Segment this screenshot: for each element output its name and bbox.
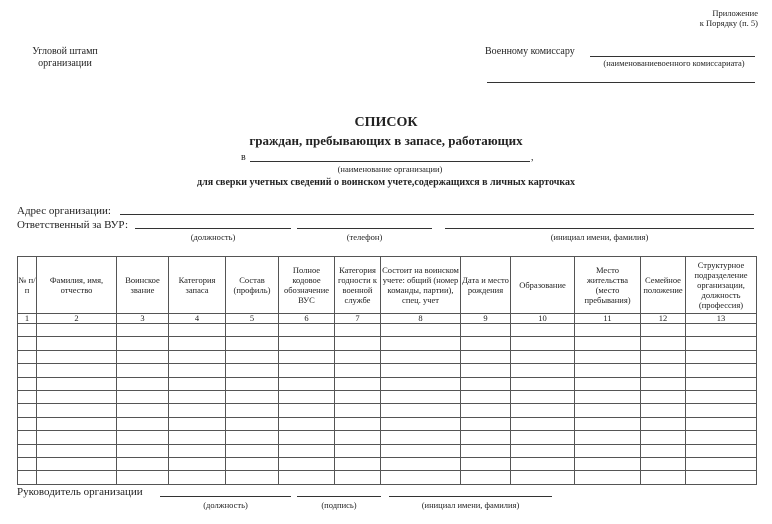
table-cell[interactable] xyxy=(461,337,511,350)
corner-stamp xyxy=(20,46,110,70)
table-cell[interactable] xyxy=(226,350,279,363)
table-cell[interactable] xyxy=(381,350,461,363)
table-cell[interactable] xyxy=(575,404,641,417)
column-header: Категория запаса xyxy=(169,257,226,314)
table-cell[interactable] xyxy=(226,337,279,350)
table-cell[interactable] xyxy=(18,377,37,390)
table-cell[interactable] xyxy=(381,390,461,403)
table-cell[interactable] xyxy=(226,431,279,444)
table-cell[interactable] xyxy=(117,444,169,457)
table-cell[interactable] xyxy=(686,431,757,444)
responsible-phone-line[interactable] xyxy=(297,228,432,229)
table-cell[interactable] xyxy=(117,404,169,417)
table-cell[interactable] xyxy=(37,364,117,377)
head-signature-caption: (подпись) xyxy=(321,500,357,510)
table-cell[interactable] xyxy=(461,324,511,337)
column-number: 6 xyxy=(279,314,335,324)
table-cell[interactable] xyxy=(335,390,381,403)
table-cell[interactable] xyxy=(686,417,757,430)
responsible-label: Ответственный за ВУР: xyxy=(17,219,128,231)
table-cell[interactable] xyxy=(686,364,757,377)
table-cell[interactable] xyxy=(37,324,117,337)
table-cell[interactable] xyxy=(279,444,335,457)
table-cell[interactable] xyxy=(169,324,226,337)
responsible-name-caption: (инициал имени, фамилия) xyxy=(550,232,649,242)
table-cell[interactable] xyxy=(381,324,461,337)
table-cell[interactable] xyxy=(381,377,461,390)
table-cell[interactable] xyxy=(37,471,117,484)
table-cell[interactable] xyxy=(511,444,575,457)
table-cell[interactable] xyxy=(37,390,117,403)
table-cell[interactable] xyxy=(18,417,37,430)
table-cell[interactable] xyxy=(117,350,169,363)
column-header: Состав (профиль) xyxy=(226,257,279,314)
table-cell[interactable] xyxy=(37,457,117,470)
table-cell[interactable] xyxy=(335,417,381,430)
table-cell[interactable] xyxy=(641,431,686,444)
appendix-note xyxy=(700,8,758,28)
table-cell[interactable] xyxy=(511,364,575,377)
table-cell[interactable] xyxy=(381,431,461,444)
table-cell[interactable] xyxy=(279,337,335,350)
table-cell[interactable] xyxy=(226,444,279,457)
table-cell[interactable] xyxy=(381,457,461,470)
column-number: 10 xyxy=(511,314,575,324)
table-cell[interactable] xyxy=(461,417,511,430)
table-cell[interactable] xyxy=(641,471,686,484)
table-row xyxy=(18,417,757,430)
table-cell[interactable] xyxy=(641,444,686,457)
table-cell[interactable] xyxy=(641,377,686,390)
table-cell[interactable] xyxy=(511,350,575,363)
table-row xyxy=(18,471,757,484)
column-header: Фамилия, имя, отчество xyxy=(37,257,117,314)
table-cell[interactable] xyxy=(279,377,335,390)
column-number: 12 xyxy=(641,314,686,324)
column-header: Воинское звание xyxy=(117,257,169,314)
table-cell[interactable] xyxy=(18,364,37,377)
responsible-position-caption: (должность) xyxy=(190,232,236,242)
responsible-phone-caption: (телефон) xyxy=(346,232,383,242)
table-cell[interactable] xyxy=(575,350,641,363)
table-cell[interactable] xyxy=(511,404,575,417)
column-header: Состоит на воинском учете: общий (номер команды, партии), спец. учет xyxy=(381,257,461,314)
table-cell[interactable] xyxy=(279,390,335,403)
table-cell[interactable] xyxy=(686,324,757,337)
table-cell[interactable] xyxy=(461,364,511,377)
table-cell[interactable] xyxy=(117,390,169,403)
table-cell[interactable] xyxy=(381,364,461,377)
table-cell[interactable] xyxy=(686,377,757,390)
column-header: № п/п xyxy=(18,257,37,314)
org-prefix: в xyxy=(241,152,246,163)
org-name-line[interactable] xyxy=(250,161,530,162)
head-position-line[interactable] xyxy=(160,496,291,497)
table-cell[interactable] xyxy=(461,350,511,363)
table-cell[interactable] xyxy=(381,444,461,457)
table-cell[interactable] xyxy=(335,431,381,444)
table-cell[interactable] xyxy=(381,404,461,417)
table-row xyxy=(18,444,757,457)
table-cell[interactable] xyxy=(18,350,37,363)
column-number: 5 xyxy=(226,314,279,324)
table-cell[interactable] xyxy=(37,431,117,444)
table-cell[interactable] xyxy=(18,457,37,470)
table-cell[interactable] xyxy=(575,390,641,403)
table-row xyxy=(18,324,757,337)
table-cell[interactable] xyxy=(18,431,37,444)
table-row xyxy=(18,457,757,470)
table-cell[interactable] xyxy=(575,444,641,457)
table-cell[interactable] xyxy=(686,390,757,403)
table-cell[interactable] xyxy=(226,417,279,430)
table-cell[interactable] xyxy=(461,431,511,444)
table-cell[interactable] xyxy=(279,324,335,337)
table-cell[interactable] xyxy=(117,431,169,444)
column-number: 7 xyxy=(335,314,381,324)
table-cell[interactable] xyxy=(169,364,226,377)
table-row xyxy=(18,350,757,363)
column-header: Место жительства (место пребывания) xyxy=(575,257,641,314)
table-cell[interactable] xyxy=(117,324,169,337)
table-header-row xyxy=(18,257,757,314)
table-cell[interactable] xyxy=(37,377,117,390)
table-cell[interactable] xyxy=(169,337,226,350)
table-cell[interactable] xyxy=(169,417,226,430)
table-cell[interactable] xyxy=(641,404,686,417)
table-cell[interactable] xyxy=(335,471,381,484)
table-cell[interactable] xyxy=(37,350,117,363)
head-position-caption: (должность) xyxy=(203,500,248,510)
appendix-line-2: к Порядку (п. 5) xyxy=(699,18,758,28)
responsible-position-line[interactable] xyxy=(135,228,291,229)
commissar-caption: (наименованиевоенного комиссариата) xyxy=(603,58,745,68)
table-cell[interactable] xyxy=(641,364,686,377)
table-cell[interactable] xyxy=(169,350,226,363)
table-cell[interactable] xyxy=(511,457,575,470)
table-cell[interactable] xyxy=(279,350,335,363)
table-cell[interactable] xyxy=(117,457,169,470)
org-suffix: , xyxy=(531,152,534,163)
table-cell[interactable] xyxy=(335,404,381,417)
table-cell[interactable] xyxy=(511,417,575,430)
column-header: Структурное подразделение организации, должность (профессия) xyxy=(686,257,757,314)
table-cell[interactable] xyxy=(18,444,37,457)
table-cell[interactable] xyxy=(169,444,226,457)
table-cell[interactable] xyxy=(381,471,461,484)
table-cell[interactable] xyxy=(575,431,641,444)
table-cell[interactable] xyxy=(279,471,335,484)
commissar-line[interactable] xyxy=(590,56,755,57)
org-name-caption: (наименование организации) xyxy=(337,164,443,174)
table-cell[interactable] xyxy=(575,364,641,377)
table-cell[interactable] xyxy=(226,324,279,337)
table-cell[interactable] xyxy=(279,417,335,430)
document-purpose: для сверки учетных сведений о воинском учете,содержащихся в личных карточках xyxy=(197,177,575,188)
table-cell[interactable] xyxy=(461,390,511,403)
column-number: 4 xyxy=(169,314,226,324)
table-cell[interactable] xyxy=(686,404,757,417)
table-cell[interactable] xyxy=(117,377,169,390)
table-cell[interactable] xyxy=(511,324,575,337)
table-cell[interactable] xyxy=(461,444,511,457)
table-row xyxy=(18,377,757,390)
table-cell[interactable] xyxy=(169,457,226,470)
stamp-line-2: организации xyxy=(38,58,92,69)
table-cell[interactable] xyxy=(461,471,511,484)
table-cell[interactable] xyxy=(279,404,335,417)
table-cell[interactable] xyxy=(641,390,686,403)
table-cell[interactable] xyxy=(641,350,686,363)
table-cell[interactable] xyxy=(575,457,641,470)
head-signature-line[interactable] xyxy=(297,496,381,497)
head-name-line[interactable] xyxy=(389,496,552,497)
table-cell[interactable] xyxy=(169,404,226,417)
table-cell[interactable] xyxy=(169,390,226,403)
table-cell[interactable] xyxy=(461,457,511,470)
table-cell[interactable] xyxy=(686,350,757,363)
table-cell[interactable] xyxy=(335,457,381,470)
table-cell[interactable] xyxy=(335,364,381,377)
table-cell[interactable] xyxy=(169,431,226,444)
commissar-line-2[interactable] xyxy=(487,82,755,83)
address-label: Адрес организации: xyxy=(17,205,111,217)
table-cell[interactable] xyxy=(169,471,226,484)
table-cell[interactable] xyxy=(686,457,757,470)
column-number: 1 xyxy=(18,314,37,324)
head-name-caption: (инициал имени, фамилия) xyxy=(421,500,520,510)
table-cell[interactable] xyxy=(117,417,169,430)
responsible-name-line[interactable] xyxy=(445,228,754,229)
table-row xyxy=(18,390,757,403)
table-row xyxy=(18,337,757,350)
table-cell[interactable] xyxy=(335,350,381,363)
column-number: 8 xyxy=(381,314,461,324)
table-cell[interactable] xyxy=(641,337,686,350)
table-cell[interactable] xyxy=(335,444,381,457)
table-cell[interactable] xyxy=(37,417,117,430)
document-subtitle: граждан, пребывающих в запасе, работающих xyxy=(249,133,523,148)
table-cell[interactable] xyxy=(641,417,686,430)
table-cell[interactable] xyxy=(575,471,641,484)
table-cell[interactable] xyxy=(226,404,279,417)
table-cell[interactable] xyxy=(575,417,641,430)
column-header: Семейное положение xyxy=(641,257,686,314)
table-cell[interactable] xyxy=(18,337,37,350)
table-cell[interactable] xyxy=(511,471,575,484)
table-cell[interactable] xyxy=(279,457,335,470)
table-cell[interactable] xyxy=(117,471,169,484)
table-cell[interactable] xyxy=(461,404,511,417)
table-cell[interactable] xyxy=(226,377,279,390)
stamp-line-1: Угловой штамп xyxy=(32,46,98,57)
register-table xyxy=(17,256,757,485)
column-header: Полное кодовое обозначение ВУС xyxy=(279,257,335,314)
table-cell[interactable] xyxy=(641,324,686,337)
table-row xyxy=(18,431,757,444)
table-cell[interactable] xyxy=(37,444,117,457)
table-cell[interactable] xyxy=(575,377,641,390)
table-cell[interactable] xyxy=(279,364,335,377)
column-header: Образование xyxy=(511,257,575,314)
document-title: СПИСОК xyxy=(354,115,418,130)
column-number: 11 xyxy=(575,314,641,324)
table-cell[interactable] xyxy=(461,377,511,390)
commissar-label: Военному комиссару xyxy=(485,46,575,57)
table-cell[interactable] xyxy=(511,377,575,390)
table-cell[interactable] xyxy=(226,471,279,484)
table-cell[interactable] xyxy=(381,337,461,350)
table-row xyxy=(18,364,757,377)
column-number-row xyxy=(18,314,757,324)
column-number: 9 xyxy=(461,314,511,324)
head-label: Руководитель организации xyxy=(17,486,143,498)
table-row xyxy=(18,404,757,417)
table-cell[interactable] xyxy=(335,337,381,350)
column-header: Категория годности к военной службе xyxy=(335,257,381,314)
table-cell[interactable] xyxy=(169,377,226,390)
table-cell[interactable] xyxy=(511,337,575,350)
column-number: 3 xyxy=(117,314,169,324)
table-cell[interactable] xyxy=(226,390,279,403)
appendix-line-1: Приложение xyxy=(712,8,758,18)
table-cell[interactable] xyxy=(575,337,641,350)
column-number: 2 xyxy=(37,314,117,324)
table-cell[interactable] xyxy=(335,324,381,337)
table-cell[interactable] xyxy=(226,364,279,377)
table-cell[interactable] xyxy=(686,471,757,484)
table-cell[interactable] xyxy=(686,444,757,457)
table-cell[interactable] xyxy=(226,457,279,470)
table-cell[interactable] xyxy=(37,337,117,350)
table-cell[interactable] xyxy=(117,364,169,377)
column-header: Дата и место рождения xyxy=(461,257,511,314)
table-cell[interactable] xyxy=(37,404,117,417)
table-cell[interactable] xyxy=(18,324,37,337)
table-cell[interactable] xyxy=(511,390,575,403)
table-cell[interactable] xyxy=(18,471,37,484)
address-line[interactable] xyxy=(120,214,754,215)
table-cell[interactable] xyxy=(575,324,641,337)
table-cell[interactable] xyxy=(511,431,575,444)
table-cell[interactable] xyxy=(686,337,757,350)
table-cell[interactable] xyxy=(117,337,169,350)
table-cell[interactable] xyxy=(279,431,335,444)
table-cell[interactable] xyxy=(335,377,381,390)
table-cell[interactable] xyxy=(381,417,461,430)
table-cell[interactable] xyxy=(18,390,37,403)
table-cell[interactable] xyxy=(641,457,686,470)
table-cell[interactable] xyxy=(18,404,37,417)
column-number: 13 xyxy=(686,314,757,324)
